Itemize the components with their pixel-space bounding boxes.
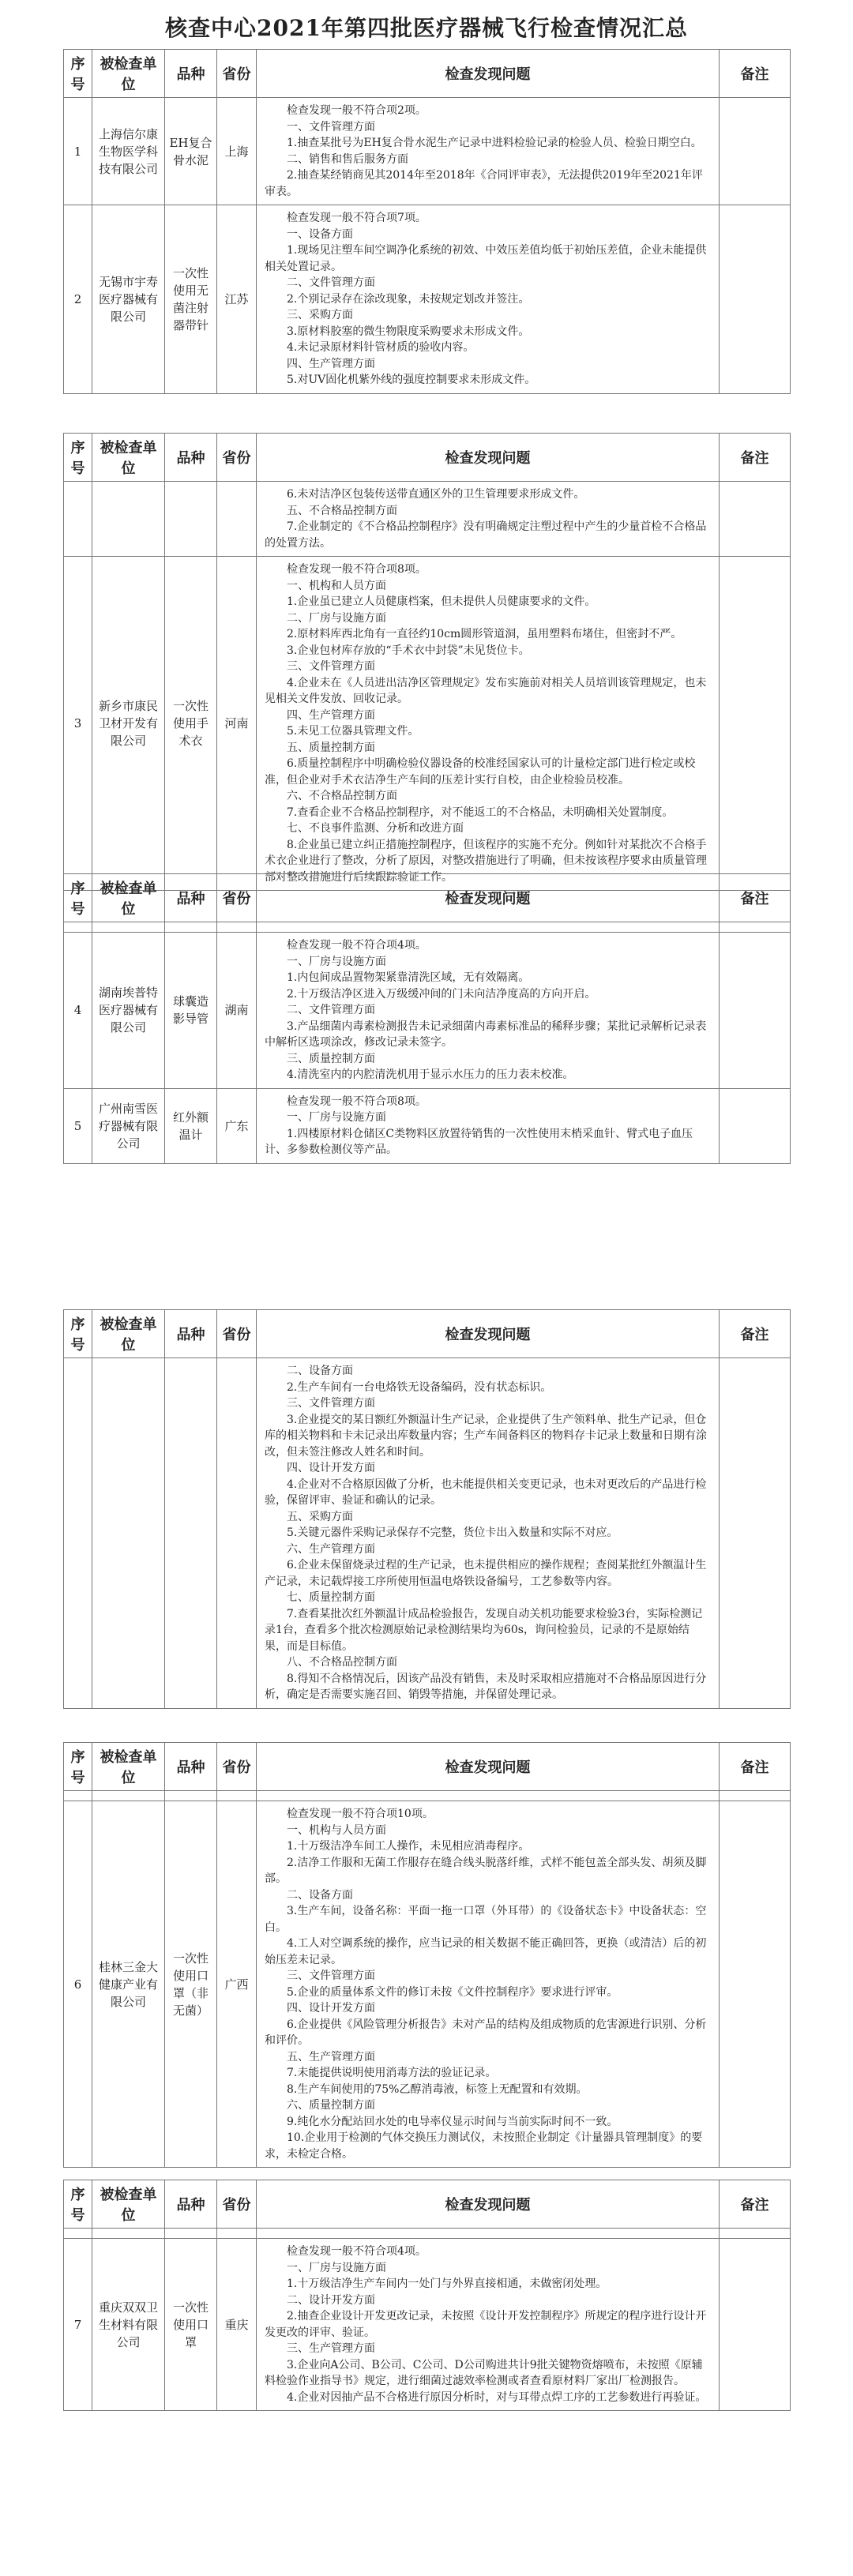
company-name: 上海信尔康生物医学科技有限公司 bbox=[92, 98, 165, 205]
province bbox=[217, 1791, 257, 1801]
header-company: 被检查单位 bbox=[92, 874, 165, 922]
finding-line: 3.原材料胶塞的微生物限度采购要求未形成文件。 bbox=[287, 325, 530, 338]
table-row bbox=[64, 1088, 791, 1163]
header-remarks: 备注 bbox=[720, 434, 791, 482]
table-row bbox=[64, 1791, 791, 1801]
company-name: 新乡市康民卫材开发有限公司 bbox=[92, 557, 165, 891]
finding-line: 七、不良事件监测、分析和改进方面 bbox=[287, 822, 464, 835]
header-no: 序号 bbox=[64, 50, 92, 98]
findings-cell bbox=[257, 1358, 720, 1709]
finding-line: 1.抽查某批号为EH复合骨水泥生产记录中进料检验记录的检验人员、检验日期空白。 bbox=[287, 137, 702, 149]
findings-cell bbox=[257, 933, 720, 1089]
remarks-cell bbox=[720, 205, 791, 394]
row-number bbox=[64, 922, 92, 933]
remarks-cell bbox=[720, 2239, 791, 2411]
row-number: 2 bbox=[64, 205, 92, 394]
company-name: 无锡市宇寿医疗器械有限公司 bbox=[92, 205, 165, 394]
table-header-row bbox=[64, 50, 791, 98]
header-findings: 检查发现问题 bbox=[257, 1310, 720, 1358]
company-name bbox=[92, 1358, 165, 1709]
finding-line: 六、生产管理方面 bbox=[287, 1542, 375, 1556]
finding-line: 2.洁净工作服和无菌工作服存在缝合线头脱落纤维，式样不能包盖全部头发、胡须及脚部。 bbox=[265, 1856, 707, 1885]
row-number: 6 bbox=[64, 1801, 92, 2168]
finding-line: 8.得知不合格情况后，因该产品没有销售，未及时采取相应措施对不合格品原因进行分析，确定是否需要实施召回、销毁等措施，并保留处理记录。 bbox=[265, 1672, 707, 1701]
finding-line: 6.企业未保留烧录过程的生产记录，也未提供相应的操作规程；查阅某批红外额温计生产记录，未记载焊接工序所使用恒温电烙铁设备编号，工艺参数等内容。 bbox=[265, 1559, 707, 1588]
header-remarks: 备注 bbox=[720, 2180, 791, 2229]
table-row bbox=[64, 1358, 791, 1709]
product-name: 一次性使用无菌注射器带针 bbox=[165, 205, 217, 394]
finding-line: 10.企业用于检测的气体交换压力测试仪，未按照企业制定《计量器具管理制度》的要求，未检定合格。 bbox=[265, 2131, 703, 2161]
finding-line: 二、文件管理方面 bbox=[287, 276, 375, 289]
inspection-table bbox=[63, 873, 791, 1164]
finding-line: 2.个别记录存在涂改现象，未按规定划改并签注。 bbox=[287, 292, 530, 306]
findings-cell bbox=[257, 205, 720, 394]
finding-line: 五、质量控制方面 bbox=[287, 741, 375, 754]
finding-line: 7.企业制定的《不合格品控制程序》没有明确规定注塑过程中产生的少量首检不合格品的处置方法。 bbox=[265, 520, 707, 550]
table-header-row bbox=[64, 1310, 791, 1358]
finding-line: 3.企业包材库存放的“手术衣中封袋”未见货位卡。 bbox=[287, 644, 530, 657]
finding-line: 一、设备方面 bbox=[287, 227, 353, 241]
table-page bbox=[63, 49, 790, 394]
header-findings: 检查发现问题 bbox=[257, 434, 720, 482]
header-remarks: 备注 bbox=[720, 50, 791, 98]
product-name bbox=[165, 1358, 217, 1709]
finding-line: 三、文件管理方面 bbox=[287, 660, 375, 673]
finding-line: 四、设计开发方面 bbox=[287, 1462, 375, 1474]
inspection-table bbox=[63, 1742, 791, 2168]
findings-cell bbox=[257, 1801, 720, 2168]
remarks-cell bbox=[720, 1358, 791, 1709]
header-product: 品种 bbox=[165, 1310, 217, 1358]
findings-cell bbox=[257, 482, 720, 557]
finding-line: 3.产品细菌内毒素检测报告未记录细菌内毒素标准品的稀释步骤；某批记录解析记录表中解析区选项涂改，修改记录未签字。 bbox=[265, 1020, 707, 1049]
company-name bbox=[92, 922, 165, 933]
company-name: 桂林三金大健康产业有限公司 bbox=[92, 1801, 165, 2168]
company-name bbox=[92, 2229, 165, 2239]
finding-line: 一、厂房与设施方面 bbox=[287, 2261, 386, 2274]
finding-line: 2.生产车间有一台电烙铁无设备编码，没有状态标识。 bbox=[287, 1380, 552, 1394]
finding-line: 二、厂房与设施方面 bbox=[287, 611, 386, 625]
finding-line: 4.工人对空调系统的操作，应当记录的相关数据不能正确回答，更换（或清洁）后的初始压差未记录。 bbox=[265, 1937, 707, 1966]
remarks-cell bbox=[720, 98, 791, 205]
finding-line: 五、生产管理方面 bbox=[287, 2050, 375, 2063]
finding-line: 5.未见工位器具管理文件。 bbox=[287, 725, 419, 738]
finding-line: 1.十万级洁净生产车间内一处门与外界直接相通，未做密闭处理。 bbox=[287, 2277, 607, 2290]
finding-line: 7.查看企业不合格品控制程序，对不能返工的不合格品，未明确相关处置制度。 bbox=[287, 805, 674, 819]
row-number bbox=[64, 2229, 92, 2239]
finding-line: 3.企业提交的某日额红外额温计生产记录，企业提供了生产领料单、批生产记录，但仓库的相关物料和卡未记录出库数量内容；生产车间备料区的物料存卡记录上数量和日期有涂改，但未签注修改人姓名和时间。 bbox=[265, 1413, 707, 1459]
product-name bbox=[165, 922, 217, 933]
findings-cell bbox=[257, 2229, 720, 2239]
finding-line: 4.企业对不合格原因做了分析，也未能提供相关变更记录，也未对更改后的产品进行检验，保留评审、验证和确认的记录。 bbox=[265, 1478, 707, 1507]
remarks-cell bbox=[720, 482, 791, 557]
finding-line: 1.四楼原材料仓储区C类物料区放置待销售的一次性使用末梢采血针、臂式电子血压计、多参数检测仪等产品。 bbox=[265, 1127, 693, 1156]
table-header-row bbox=[64, 874, 791, 922]
table-row bbox=[64, 98, 791, 205]
finding-line: 三、生产管理方面 bbox=[287, 2342, 375, 2355]
table-row bbox=[64, 1801, 791, 2168]
product-name bbox=[165, 1791, 217, 1801]
finding-line: 2.十万级洁净区进入万级缓冲间的门未向洁净度高的方向开启。 bbox=[287, 987, 596, 1001]
finding-line: 八、不合格品控制方面 bbox=[287, 1656, 397, 1669]
header-no: 序号 bbox=[64, 1310, 92, 1358]
finding-line: 6.企业提供《风险管理分析报告》未对产品的结构及组成物质的危害源进行识别、分析和评价。 bbox=[265, 2018, 707, 2047]
finding-line: 一、机构和人员方面 bbox=[287, 579, 386, 592]
findings-cell bbox=[257, 557, 720, 891]
finding-line: 9.纯化水分配站回水处的电导率仪显示时间与当前实际时间不一致。 bbox=[287, 2115, 618, 2128]
finding-line: 三、采购方面 bbox=[287, 309, 353, 321]
finding-line: 检查发现一般不符合项2项。 bbox=[287, 104, 426, 117]
province: 上海 bbox=[217, 98, 257, 205]
finding-line: 7.未能提供说明使用消毒方法的验证记录。 bbox=[287, 2067, 497, 2079]
header-product: 品种 bbox=[165, 874, 217, 922]
table-page bbox=[63, 1309, 790, 1709]
finding-line: 四、生产管理方面 bbox=[287, 357, 375, 370]
finding-line: 4.清洗室内的内腔清洗机用于显示水压力的压力表未校准。 bbox=[287, 1068, 574, 1081]
finding-line: 1.企业虽已建立人员健康档案，但未提供人员健康要求的文件。 bbox=[287, 595, 596, 608]
product-name: 一次性使用口罩（非无菌） bbox=[165, 1801, 217, 2168]
remarks-cell bbox=[720, 1791, 791, 1801]
product-name: EH复合骨水泥 bbox=[165, 98, 217, 205]
finding-line: 一、机构与人员方面 bbox=[287, 1823, 386, 1837]
row-number: 1 bbox=[64, 98, 92, 205]
header-province: 省份 bbox=[217, 1743, 257, 1791]
header-findings: 检查发现问题 bbox=[257, 50, 720, 98]
finding-line: 五、采购方面 bbox=[287, 1510, 353, 1523]
finding-line: 4.企业对因抽产品不合格进行原因分析时，对与耳带点焊工序的工艺参数进行再验证。 bbox=[287, 2390, 707, 2404]
province: 重庆 bbox=[217, 2239, 257, 2411]
finding-line: 6.未对洁净区包装传送带直通区外的卫生管理要求形成文件。 bbox=[287, 488, 585, 501]
header-province: 省份 bbox=[217, 2180, 257, 2229]
province bbox=[217, 922, 257, 933]
finding-line: 4.企业未在《人员进出洁净区管理规定》发布实施前对相关人员培训该管理规定，也未见相关文件发放、回收记录。 bbox=[265, 676, 707, 705]
findings-cell bbox=[257, 1791, 720, 1801]
finding-line: 六、不合格品控制方面 bbox=[287, 790, 397, 802]
company-name bbox=[92, 482, 165, 557]
province: 河南 bbox=[217, 557, 257, 891]
finding-line: 6.质量控制程序中明确检验仪器设备的校准经国家认可的计量检定部门进行检定或校准，但企业对手术衣洁净生产车间的压差计实行自校，由企业检验员校准。 bbox=[265, 757, 696, 787]
remarks-cell bbox=[720, 1088, 791, 1163]
remarks-cell bbox=[720, 922, 791, 933]
header-no: 序号 bbox=[64, 1743, 92, 1791]
row-number bbox=[64, 482, 92, 557]
findings-cell bbox=[257, 922, 720, 933]
table-row bbox=[64, 2239, 791, 2411]
product-name: 一次性使用手术衣 bbox=[165, 557, 217, 891]
finding-line: 2.原材料库西北角有一直径约10cm圆形管道洞，虽用塑料布堵住，但密封不严。 bbox=[287, 628, 682, 640]
finding-line: 三、文件管理方面 bbox=[287, 1397, 375, 1410]
finding-line: 7.查看某批次红外额温计成品检验报告，发现自动关机功能要求检验3台，实际检测记录1台，查看多个批次检测原始记录检测结果均为60s，询问检验员，记录的不是原始结果，而是目标值。 bbox=[265, 1607, 703, 1653]
finding-line: 二、设备方面 bbox=[287, 1888, 353, 1902]
table-page bbox=[63, 1742, 790, 2168]
remarks-cell bbox=[720, 933, 791, 1089]
header-province: 省份 bbox=[217, 874, 257, 922]
finding-line: 检查发现一般不符合项8项。 bbox=[287, 1095, 426, 1108]
province: 广西 bbox=[217, 1801, 257, 2168]
finding-line: 三、质量控制方面 bbox=[287, 1052, 375, 1065]
remarks-cell bbox=[720, 1801, 791, 2168]
product-name: 一次性使用口罩 bbox=[165, 2239, 217, 2411]
finding-line: 检查发现一般不符合项4项。 bbox=[287, 939, 426, 952]
header-remarks: 备注 bbox=[720, 874, 791, 922]
province: 江苏 bbox=[217, 205, 257, 394]
row-number: 3 bbox=[64, 557, 92, 891]
company-name: 重庆双双卫生材料有限公司 bbox=[92, 2239, 165, 2411]
header-product: 品种 bbox=[165, 1743, 217, 1791]
finding-line: 二、设备方面 bbox=[287, 1365, 353, 1377]
row-number: 4 bbox=[64, 933, 92, 1089]
inspection-table bbox=[63, 49, 791, 394]
inspection-table bbox=[63, 433, 791, 891]
table-page bbox=[63, 873, 790, 1164]
finding-line: 5.对UV固化机紫外线的强度控制要求未形成文件。 bbox=[287, 374, 536, 386]
finding-line: 1.内包间成品置物架紧靠清洗区域，无有效隔离。 bbox=[287, 971, 530, 984]
province bbox=[217, 1358, 257, 1709]
header-province: 省份 bbox=[217, 1310, 257, 1358]
header-province: 省份 bbox=[217, 50, 257, 98]
header-findings: 检查发现问题 bbox=[257, 1743, 720, 1791]
finding-line: 二、文件管理方面 bbox=[287, 1004, 375, 1016]
company-name: 广州南雪医疗器械有限公司 bbox=[92, 1088, 165, 1163]
table-row bbox=[64, 2229, 791, 2239]
finding-line: 六、质量控制方面 bbox=[287, 2099, 375, 2112]
finding-line: 8.生产车间使用的75%乙醇消毒液，标签上无配置和有效期。 bbox=[287, 2082, 588, 2096]
finding-line: 一、文件管理方面 bbox=[287, 120, 375, 133]
row-number bbox=[64, 1358, 92, 1709]
header-no: 序号 bbox=[64, 874, 92, 922]
finding-line: 8.企业虽已建立纠正措施控制程序，但该程序的实施不充分。例如针对某批次不合格手术衣企业进行了整改，分析了原因，对整改措施进行了明确，但未按该程序要求由质量管理部对整改措施进行后续跟踪验证工作。 bbox=[265, 838, 707, 884]
table-row bbox=[64, 557, 791, 891]
company-name: 湖南埃普特医疗器械有限公司 bbox=[92, 933, 165, 1089]
findings-cell bbox=[257, 1088, 720, 1163]
finding-line: 检查发现一般不符合项4项。 bbox=[287, 2245, 426, 2258]
finding-line: 五、不合格品控制方面 bbox=[287, 504, 397, 517]
header-no: 序号 bbox=[64, 434, 92, 482]
finding-line: 4.未记录原材料针管材质的验收内容。 bbox=[287, 341, 475, 354]
header-product: 品种 bbox=[165, 50, 217, 98]
header-remarks: 备注 bbox=[720, 1743, 791, 1791]
finding-line: 四、生产管理方面 bbox=[287, 708, 375, 722]
row-number bbox=[64, 1791, 92, 1801]
finding-line: 2.抽查某经销商见其2014年至2018年《合同评审表》，无法提供2019年至2021年评审表。 bbox=[265, 169, 703, 198]
finding-line: 2.抽查企业设计开发更改记录，未按照《设计开发控制程序》所规定的程序进行设计开发更改的评审、验证。 bbox=[265, 2310, 707, 2339]
header-no: 序号 bbox=[64, 2180, 92, 2229]
inspection-table bbox=[63, 1309, 791, 1709]
finding-line: 1.十万级洁净车间工人操作，未见相应消毒程序。 bbox=[287, 1840, 530, 1853]
header-company: 被检查单位 bbox=[92, 2180, 165, 2229]
finding-line: 一、厂房与设施方面 bbox=[287, 955, 386, 968]
product-name bbox=[165, 2229, 217, 2239]
table-row bbox=[64, 482, 791, 557]
province: 湖南 bbox=[217, 933, 257, 1089]
finding-line: 3.生产车间，设备名称：平面一拖一口罩（外耳带）的《设备状态卡》中设备状态：空白。 bbox=[265, 1905, 707, 1934]
finding-line: 5.企业的质量体系文件的修订未按《文件控制程序》要求进行评审。 bbox=[287, 1985, 618, 1999]
finding-line: 检查发现一般不符合项7项。 bbox=[287, 212, 426, 224]
inspection-table bbox=[63, 2180, 791, 2411]
header-company: 被检查单位 bbox=[92, 1310, 165, 1358]
finding-line: 七、质量控制方面 bbox=[287, 1591, 375, 1604]
province: 广东 bbox=[217, 1088, 257, 1163]
finding-line: 一、厂房与设施方面 bbox=[287, 1111, 386, 1124]
header-company: 被检查单位 bbox=[92, 434, 165, 482]
table-row bbox=[64, 922, 791, 933]
finding-line: 5.关键元器件采购记录保存不完整，货位卡出入数量和实际不对应。 bbox=[287, 1526, 618, 1539]
product-name bbox=[165, 482, 217, 557]
remarks-cell bbox=[720, 557, 791, 891]
table-row bbox=[64, 205, 791, 394]
remarks-cell bbox=[720, 2229, 791, 2239]
row-number: 5 bbox=[64, 1088, 92, 1163]
header-province: 省份 bbox=[217, 434, 257, 482]
finding-line: 1.现场见注塑车间空调净化系统的初效、中效压差值均低于初始压差值，企业未能提供相关处置记录。 bbox=[265, 244, 707, 273]
product-name: 球囊造影导管 bbox=[165, 933, 217, 1089]
company-name bbox=[92, 1791, 165, 1801]
table-header-row bbox=[64, 2180, 791, 2229]
findings-cell bbox=[257, 2239, 720, 2411]
table-row bbox=[64, 933, 791, 1089]
findings-cell bbox=[257, 98, 720, 205]
row-number: 7 bbox=[64, 2239, 92, 2411]
header-product: 品种 bbox=[165, 434, 217, 482]
finding-line: 检查发现一般不符合项10项。 bbox=[287, 1808, 434, 1820]
province bbox=[217, 2229, 257, 2239]
header-remarks: 备注 bbox=[720, 1310, 791, 1358]
finding-line: 三、文件管理方面 bbox=[287, 1970, 375, 1982]
table-page bbox=[63, 2180, 790, 2411]
header-product: 品种 bbox=[165, 2180, 217, 2229]
header-findings: 检查发现问题 bbox=[257, 874, 720, 922]
finding-line: 四、设计开发方面 bbox=[287, 2002, 375, 2015]
header-findings: 检查发现问题 bbox=[257, 2180, 720, 2229]
province bbox=[217, 482, 257, 557]
page-title: 核查中心2021年第四批医疗器械飞行检查情况汇总 bbox=[165, 15, 688, 41]
table-page bbox=[63, 433, 790, 891]
finding-line: 3.企业向A公司、B公司、C公司、D公司购进共计9批关键物资熔喷布，未按照《原辅料检验作业指导书》规定，进行细菌过滤效率检测或者查看原材料厂家出厂检测报告。 bbox=[265, 2358, 703, 2387]
finding-line: 检查发现一般不符合项8项。 bbox=[287, 563, 426, 576]
product-name: 红外额温计 bbox=[165, 1088, 217, 1163]
table-header-row bbox=[64, 434, 791, 482]
header-company: 被检查单位 bbox=[92, 1743, 165, 1791]
table-header-row bbox=[64, 1743, 791, 1791]
finding-line: 二、设计开发方面 bbox=[287, 2293, 375, 2307]
finding-line: 二、销售和售后服务方面 bbox=[287, 152, 408, 166]
header-company: 被检查单位 bbox=[92, 50, 165, 98]
